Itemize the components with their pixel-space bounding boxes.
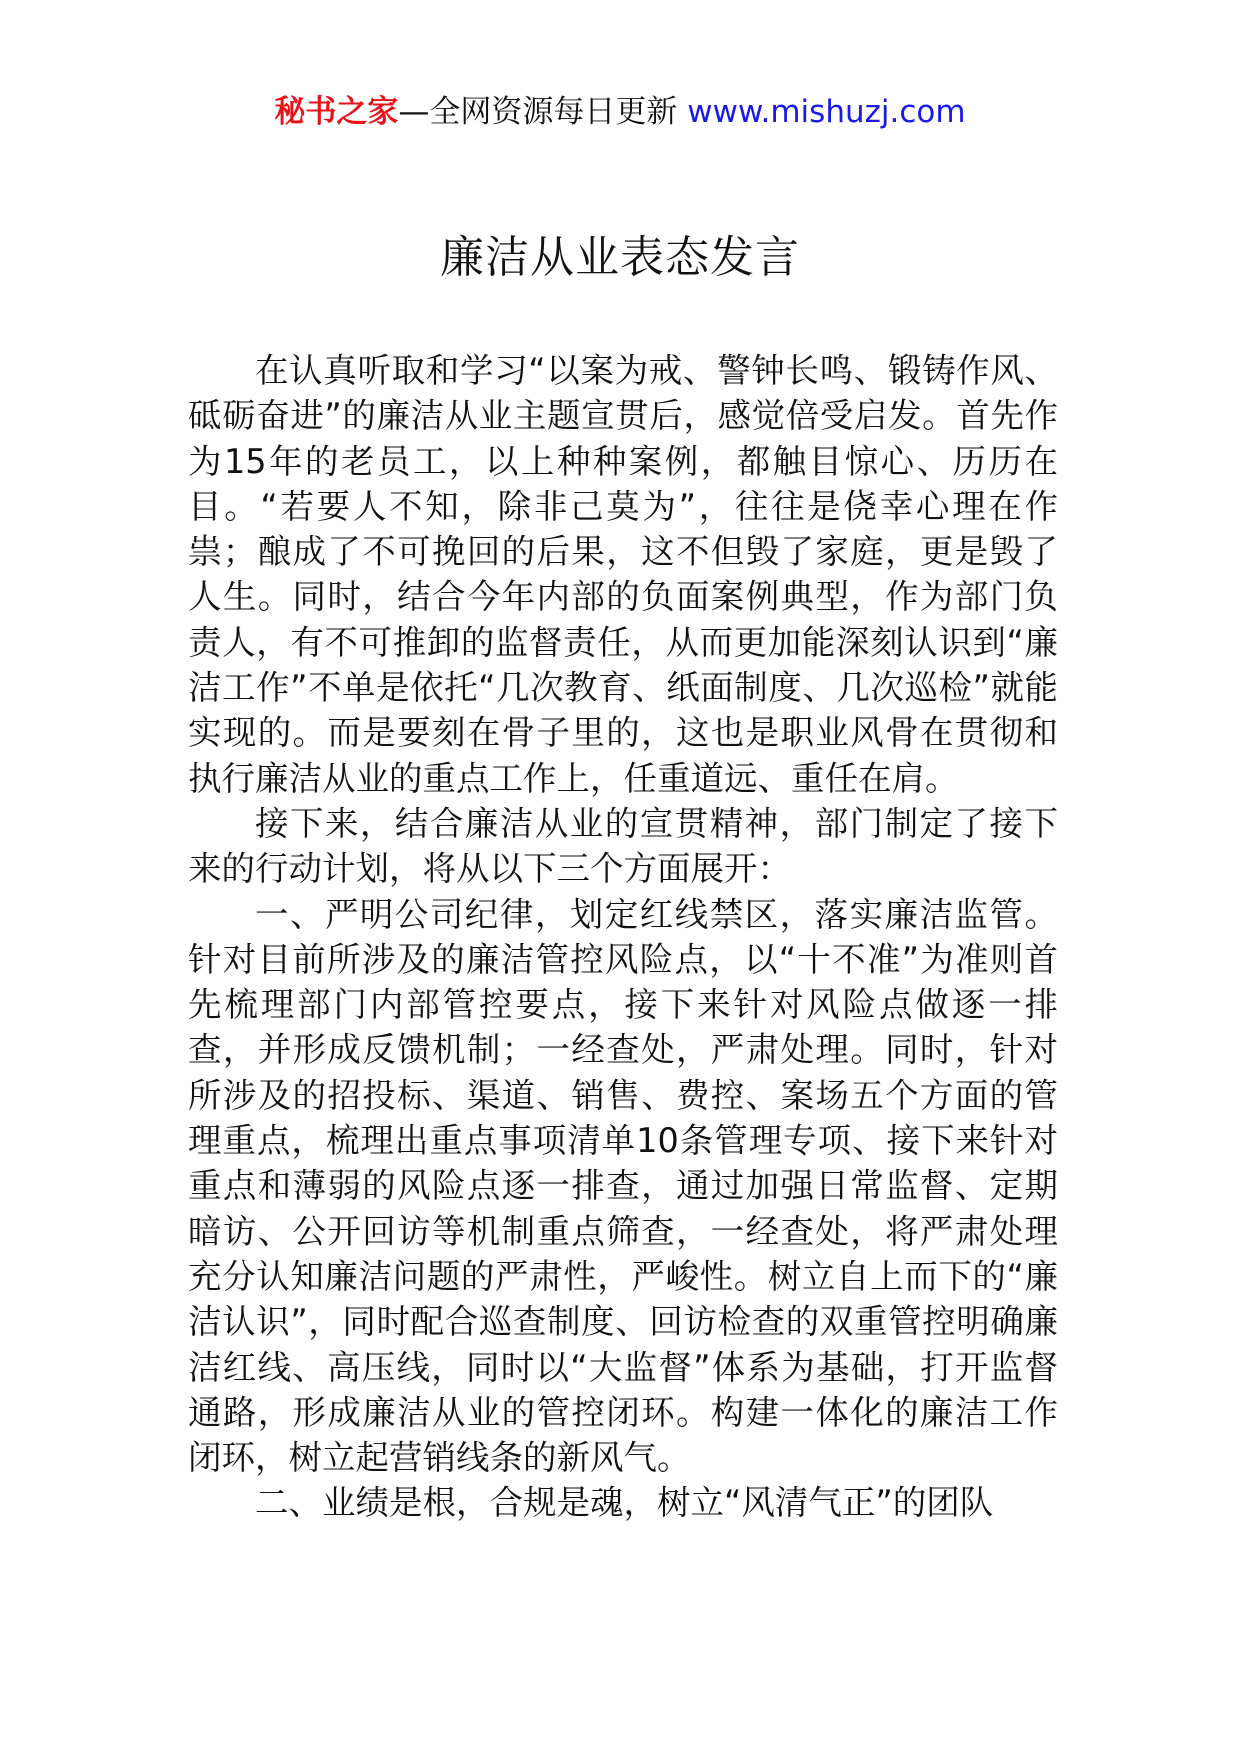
paragraph: 一、严明公司纪律，划定红线禁区，落实廉洁监管。针对目前所涉及的廉洁管控风险点，以“十不准”为准则首先梳理部门内部管控要点，接下来针对风险点做逐一排查，并形成反馈机制；一经查处，严肃处理。同时，针对所涉及的招投标、渠道、销售、费控、案场五个方面的管理重点，梳理出重点事项清单10条管理专项、接下来针对重点和薄弱的风险点逐一排查，通过加强日常监督、定期暗访、公开回访等机制重点筛查，一经查处，将严肃处理充分认知廉洁问题的严肃性，严峻性。树立自上而下的“廉洁认识”，同时配合巡查制度、回访检查的双重管控明确廉洁红线、高压线，同时以“大监督”体系为基础，打开监督通路，形成廉洁从业的管控闭环。构建一体化的廉洁工作闭环，树立起营销线条的新风气。 (188, 894, 1058, 1478)
paragraph: 在认真听取和学习“以案为戒、警钟长鸣、锻铸作风、砥砺奋进”的廉洁从业主题宣贯后，感觉倍受启发。首先作为15年的老员工，以上种种案例，都触目惊心、历历在目。“若要人不知，除非己莫为”，往往是侥幸心理在作祟；酿成了不可挽回的后果，这不但毁了家庭，更是毁了人生。同时，结合今年内部的负面案例典型，作为部门负责人，有不可推卸的监督责任，从而更加能深刻认识到“廉洁工作”不单是依托“几次教育、纸面制度、几次巡检”就能实现的。而是要刻在骨子里的，这也是职业风骨在贯彻和执行廉洁从业的重点工作上，任重道远、重任在肩。 (188, 351, 1058, 798)
paragraph: 接下来，结合廉洁从业的宣贯精神，部门制定了接下来的行动计划，将从以下三个方面展开： (188, 803, 1058, 889)
paragraph: 二、业绩是根，合规是魂，树立“风清气正”的团队 (255, 1483, 994, 1523)
site-url: www.mishuzj.com (687, 94, 966, 130)
site-tagline: —全网资源每日更新 (398, 94, 688, 130)
document-title: 廉洁从业表态发言 (440, 232, 800, 283)
site-header (0, 92, 1240, 132)
site-brand: 秘书之家 (274, 94, 399, 130)
document-body (188, 348, 1058, 1526)
